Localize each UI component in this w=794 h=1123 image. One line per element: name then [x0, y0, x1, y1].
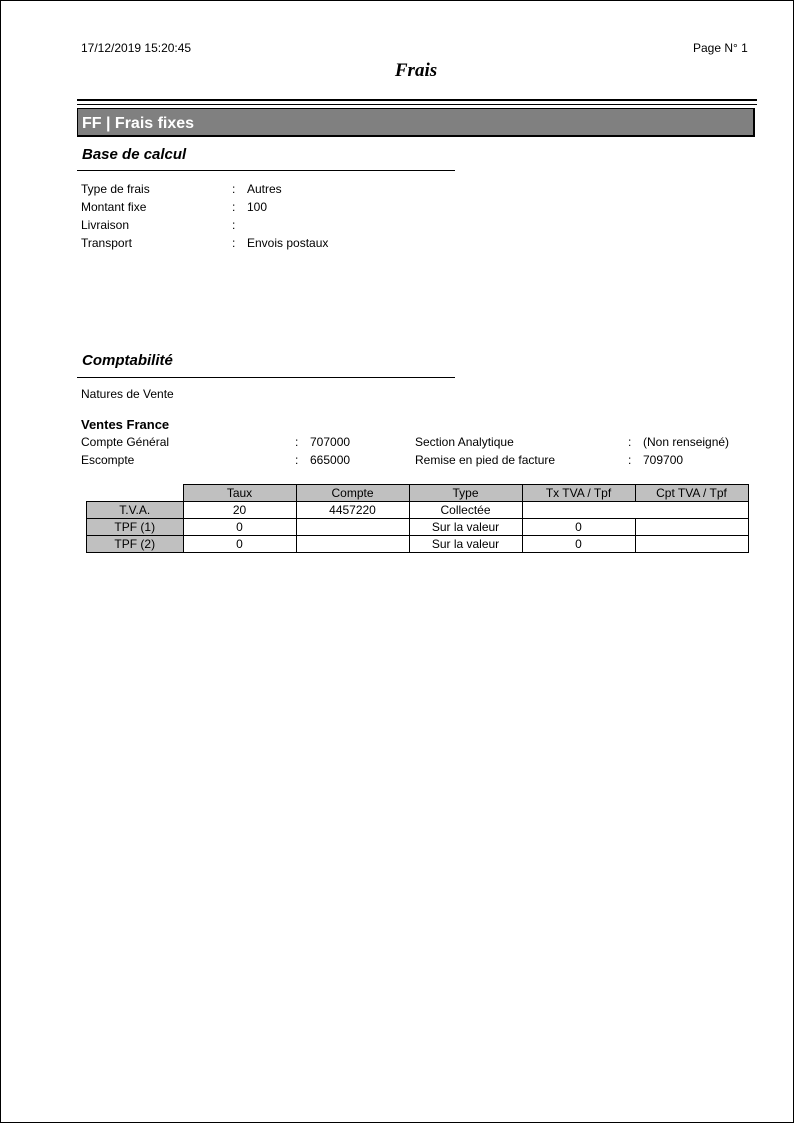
tax-table-header-row [87, 485, 749, 502]
value-escompte: 665000 [310, 453, 351, 467]
tax-table [86, 484, 749, 553]
colon: : [628, 453, 632, 467]
cell-tx-cpt [522, 502, 748, 519]
cell-type: Sur la valeur [409, 519, 522, 536]
table-row [87, 519, 749, 536]
section-rule-base-calcul [77, 170, 455, 171]
colon: : [295, 435, 299, 449]
section-rule-comptabilite [77, 377, 455, 378]
colon: : [232, 200, 236, 214]
record-banner: FF | Frais fixes [77, 108, 755, 137]
value-type-frais: Autres [247, 182, 282, 196]
row-header-tpf2: TPF (2) [87, 536, 184, 553]
section-title-comptabilite: Comptabilité [82, 352, 173, 369]
label-compte-general: Compte Général [81, 435, 170, 449]
value-compte-general: 707000 [310, 435, 351, 449]
cell-type: Collectée [409, 502, 522, 519]
cell-taux: 0 [183, 519, 296, 536]
col-header-tx: Tx TVA / Tpf [522, 485, 635, 502]
colon: : [232, 218, 236, 232]
cell-taux: 0 [183, 536, 296, 553]
col-header-compte: Compte [296, 485, 409, 502]
col-header-type: Type [409, 485, 522, 502]
value-remise-pied: 709700 [643, 453, 684, 467]
colon: : [295, 453, 299, 467]
cell-cpt [635, 519, 748, 536]
cell-compte [296, 536, 409, 553]
corner-cell [87, 485, 184, 502]
label-montant-fixe: Montant fixe [81, 200, 147, 214]
cell-tx: 0 [522, 519, 635, 536]
natures-label: Natures de Vente [81, 387, 174, 401]
cell-taux: 20 [183, 502, 296, 519]
table-row [87, 502, 749, 519]
value-transport: Envois postaux [247, 236, 329, 250]
report-title: Frais [394, 60, 438, 81]
section-title-base-calcul: Base de calcul [82, 146, 187, 163]
page-number: Page N° 1 [693, 41, 748, 55]
cell-compte: 4457220 [296, 502, 409, 519]
value-montant-fixe: 100 [247, 200, 268, 214]
colon: : [628, 435, 632, 449]
value-section-analytique: (Non renseigné) [643, 435, 730, 449]
col-header-cpt: Cpt TVA / Tpf [635, 485, 748, 502]
cell-tx: 0 [522, 536, 635, 553]
label-escompte: Escompte [81, 453, 135, 467]
print-datetime: 17/12/2019 15:20:45 [81, 41, 192, 55]
ventes-title: Ventes France [81, 417, 170, 432]
label-section-analytique: Section Analytique [415, 435, 514, 449]
label-transport: Transport [81, 236, 132, 250]
label-livraison: Livraison [81, 218, 130, 232]
cell-cpt [635, 536, 748, 553]
label-type-frais: Type de frais [81, 182, 150, 196]
row-header-tva: T.V.A. [87, 502, 184, 519]
header-rule-thin [77, 104, 757, 105]
label-remise-pied: Remise en pied de facture [415, 453, 556, 467]
cell-compte [296, 519, 409, 536]
col-header-taux: Taux [183, 485, 296, 502]
table-row [87, 536, 749, 553]
colon: : [232, 236, 236, 250]
row-header-tpf1: TPF (1) [87, 519, 184, 536]
colon: : [232, 182, 236, 196]
cell-type: Sur la valeur [409, 536, 522, 553]
header-rule-thick [77, 99, 757, 101]
